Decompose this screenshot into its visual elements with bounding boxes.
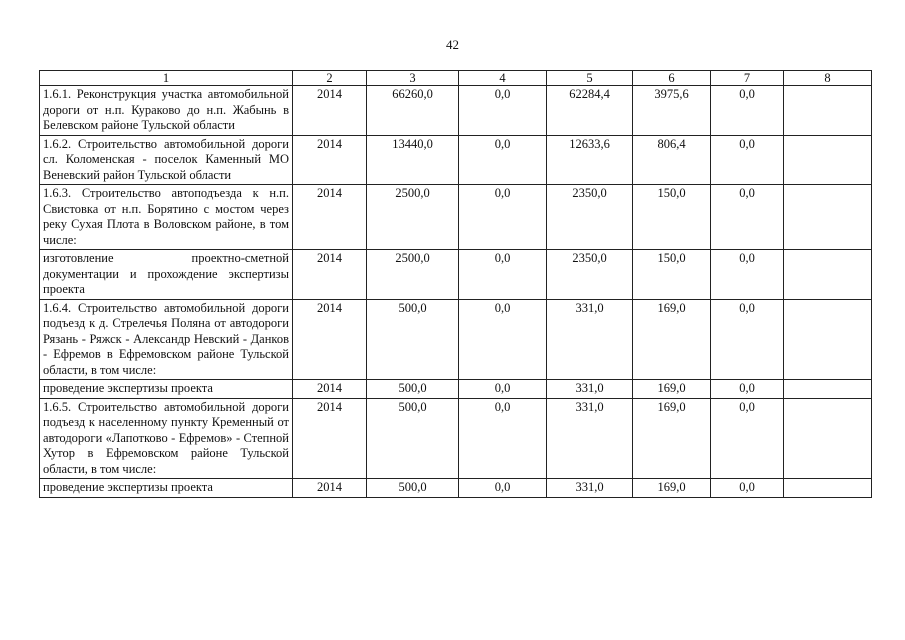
cell-col-7: 0,0 bbox=[711, 185, 784, 250]
cell-col-4: 0,0 bbox=[459, 86, 547, 136]
cell-col-3: 500,0 bbox=[367, 479, 459, 498]
cell-col-7: 0,0 bbox=[711, 86, 784, 136]
cell-col-2: 2014 bbox=[293, 86, 367, 136]
cell-col-4: 0,0 bbox=[459, 135, 547, 185]
row-description: 1.6.4. Строительство автомобильной дороги подъезд к д. Стрелечья Поляна от автодороги Рязань - Ряжск - Александр Невский - Данков - Ефремов в Ефремовском районе Тульской области, в том числе: bbox=[40, 299, 293, 380]
cell-col-2: 2014 bbox=[293, 185, 367, 250]
cell-col-5: 331,0 bbox=[547, 299, 633, 380]
cell-col-2: 2014 bbox=[293, 250, 367, 300]
cell-col-3: 66260,0 bbox=[367, 86, 459, 136]
cell-col-7: 0,0 bbox=[711, 380, 784, 399]
table-row bbox=[40, 185, 872, 250]
row-description: изготовление проектно-сметной документации и прохождение экспертизы проекта bbox=[40, 250, 293, 300]
table-row bbox=[40, 86, 872, 136]
row-description: 1.6.3. Строительство автоподъезда к н.п. Свистовка от н.п. Борятино с мостом через реку Сухая Плота в Воловском районе, в том числе: bbox=[40, 185, 293, 250]
cell-col-3: 2500,0 bbox=[367, 185, 459, 250]
cell-col-8 bbox=[784, 398, 872, 479]
cell-col-6: 3975,6 bbox=[633, 86, 711, 136]
cell-col-4: 0,0 bbox=[459, 479, 547, 498]
cell-col-8 bbox=[784, 185, 872, 250]
page-number: 42 bbox=[446, 37, 459, 52]
table-row bbox=[40, 479, 872, 498]
column-header: 7 bbox=[711, 71, 784, 86]
column-header: 4 bbox=[459, 71, 547, 86]
cell-col-8 bbox=[784, 479, 872, 498]
cell-col-7: 0,0 bbox=[711, 250, 784, 300]
cell-col-7: 0,0 bbox=[711, 135, 784, 185]
cell-col-5: 331,0 bbox=[547, 380, 633, 399]
cell-col-3: 500,0 bbox=[367, 299, 459, 380]
table-row bbox=[40, 380, 872, 399]
cell-col-3: 13440,0 bbox=[367, 135, 459, 185]
cell-col-4: 0,0 bbox=[459, 250, 547, 300]
cell-col-6: 169,0 bbox=[633, 398, 711, 479]
table-row bbox=[40, 299, 872, 380]
cell-col-2: 2014 bbox=[293, 479, 367, 498]
cell-col-8 bbox=[784, 380, 872, 399]
row-description: 1.6.2. Строительство автомобильной дороги сл. Коломенская - поселок Каменный МО Веневский район Тульской области bbox=[40, 135, 293, 185]
cell-col-4: 0,0 bbox=[459, 299, 547, 380]
table-body bbox=[40, 71, 872, 498]
cell-col-6: 169,0 bbox=[633, 299, 711, 380]
cell-col-6: 169,0 bbox=[633, 380, 711, 399]
cell-col-2: 2014 bbox=[293, 380, 367, 399]
cell-col-5: 2350,0 bbox=[547, 250, 633, 300]
cell-col-5: 331,0 bbox=[547, 398, 633, 479]
cell-col-8 bbox=[784, 250, 872, 300]
row-description: 1.6.1. Реконструкция участка автомобильной дороги от н.п. Кураково до н.п. Жабынь в Белевском районе Тульской области bbox=[40, 86, 293, 136]
cell-col-5: 331,0 bbox=[547, 479, 633, 498]
table-row bbox=[40, 250, 872, 300]
column-header: 3 bbox=[367, 71, 459, 86]
table-row bbox=[40, 135, 872, 185]
data-table bbox=[39, 70, 872, 498]
column-header: 1 bbox=[40, 71, 293, 86]
cell-col-6: 169,0 bbox=[633, 479, 711, 498]
cell-col-3: 500,0 bbox=[367, 380, 459, 399]
cell-col-7: 0,0 bbox=[711, 398, 784, 479]
cell-col-2: 2014 bbox=[293, 398, 367, 479]
cell-col-5: 12633,6 bbox=[547, 135, 633, 185]
cell-col-8 bbox=[784, 299, 872, 380]
cell-col-6: 150,0 bbox=[633, 250, 711, 300]
cell-col-8 bbox=[784, 135, 872, 185]
cell-col-4: 0,0 bbox=[459, 185, 547, 250]
cell-col-5: 62284,4 bbox=[547, 86, 633, 136]
cell-col-7: 0,0 bbox=[711, 479, 784, 498]
cell-col-8 bbox=[784, 86, 872, 136]
cell-col-2: 2014 bbox=[293, 299, 367, 380]
row-description: проведение экспертизы проекта bbox=[40, 380, 293, 399]
column-header: 6 bbox=[633, 71, 711, 86]
row-description: проведение экспертизы проекта bbox=[40, 479, 293, 498]
cell-col-3: 500,0 bbox=[367, 398, 459, 479]
cell-col-3: 2500,0 bbox=[367, 250, 459, 300]
table-row bbox=[40, 398, 872, 479]
cell-col-4: 0,0 bbox=[459, 398, 547, 479]
row-description: 1.6.5. Строительство автомобильной дороги подъезд к населенному пункту Кременный от автодороги «Лапотково - Ефремов» - Степной Хутор в Ефремовском районе Тульской области, в том числе: bbox=[40, 398, 293, 479]
column-header: 2 bbox=[293, 71, 367, 86]
column-header: 5 bbox=[547, 71, 633, 86]
cell-col-2: 2014 bbox=[293, 135, 367, 185]
cell-col-5: 2350,0 bbox=[547, 185, 633, 250]
column-header: 8 bbox=[784, 71, 872, 86]
cell-col-7: 0,0 bbox=[711, 299, 784, 380]
cell-col-4: 0,0 bbox=[459, 380, 547, 399]
table-header-row bbox=[40, 71, 872, 86]
cell-col-6: 806,4 bbox=[633, 135, 711, 185]
cell-col-6: 150,0 bbox=[633, 185, 711, 250]
